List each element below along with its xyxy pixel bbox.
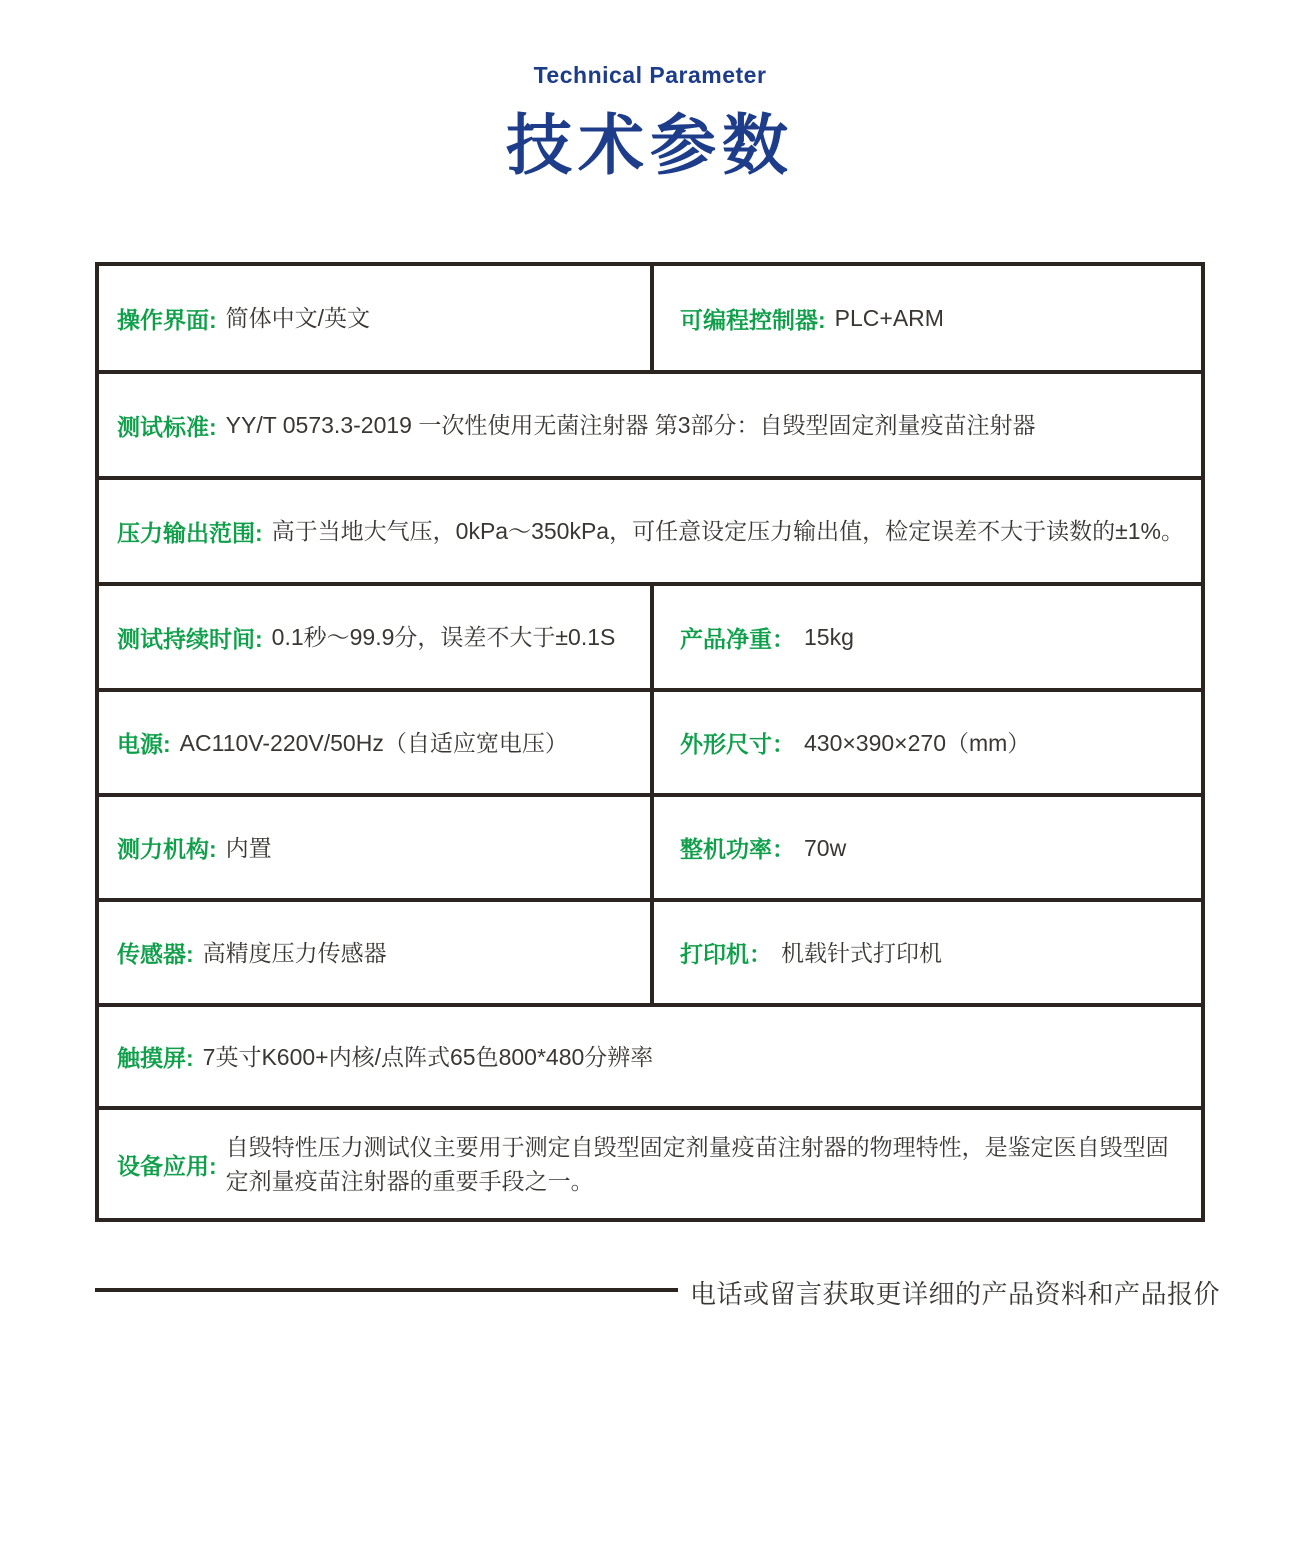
table-row	[99, 898, 1201, 1003]
param-value: 430×390×270（mm）	[804, 729, 1031, 756]
param-value: 自毁特性压力测试仪主要用于测定自毁型固定剂量疫苗注射器的物理特性，是鉴定医自毁型固定剂量疫苗注射器的重要手段之一。	[225, 1134, 1169, 1194]
param-value: AC110V-220V/50Hz（自适应宽电压）	[179, 729, 568, 756]
param-value: 简体中文/英文	[225, 305, 371, 331]
param-label: 产品净重：	[680, 625, 795, 652]
table-row	[99, 1003, 1201, 1106]
param-cell-power-supply	[99, 692, 650, 793]
table-row	[99, 688, 1201, 793]
param-label: 测试标准:	[117, 413, 217, 440]
param-label: 设备应用:	[117, 1152, 217, 1179]
param-label: 测试持续时间:	[117, 625, 263, 652]
param-cell-net-weight	[650, 586, 1201, 688]
param-value: 0.1秒～99.9分，误差不大于±0.1S	[271, 624, 616, 650]
param-value: 机载针式打印机	[781, 939, 942, 966]
param-cell-dimensions	[650, 692, 1201, 793]
param-value: 高于当地大气压，0kPa～350kPa，可任意设定压力输出值，检定误差不大于读数的±1%。	[271, 518, 1184, 544]
param-label: 压力输出范围:	[117, 519, 263, 546]
param-cell-test-standard	[99, 374, 1201, 476]
param-cell-printer	[650, 902, 1201, 1003]
param-label: 电源:	[117, 731, 171, 757]
table-row	[99, 1106, 1201, 1218]
param-label: 可编程控制器:	[680, 306, 826, 333]
param-label: 传感器:	[117, 941, 194, 967]
param-label: 外形尺寸：	[680, 731, 795, 757]
table-row	[99, 793, 1201, 898]
subtitle-english: Technical Parameter	[533, 62, 767, 88]
param-value: 内置	[225, 834, 272, 861]
param-cell-test-duration	[99, 586, 650, 688]
param-cell-sensor	[99, 902, 650, 1003]
param-value: 7英寸K600+内核/点阵式65色800*480分辨率	[202, 1043, 654, 1070]
table-row	[99, 370, 1201, 476]
param-label: 触摸屏:	[117, 1045, 194, 1071]
param-cell-pressure-output-range	[99, 480, 1201, 582]
table-row	[99, 476, 1201, 582]
param-cell-touch-screen	[99, 1007, 1201, 1106]
param-label: 操作界面:	[117, 306, 217, 333]
footer-divider-line	[95, 1288, 678, 1292]
param-cell-force-mechanism	[99, 797, 650, 898]
param-value: YY/T 0573.3-2019 一次性使用无菌注射器 第3部分：自毁型固定剂量疫苗注射器	[225, 412, 1036, 438]
param-cell-device-application	[99, 1110, 1201, 1218]
param-cell-programmable-controller	[650, 266, 1201, 370]
table-row	[99, 266, 1201, 370]
param-label: 测力机构:	[117, 836, 217, 862]
spec-table	[95, 262, 1205, 1222]
param-cell-total-power	[650, 797, 1201, 898]
param-value: PLC+ARM	[834, 305, 944, 331]
param-cell-operation-interface	[99, 266, 650, 370]
param-label: 整机功率：	[680, 836, 795, 862]
table-row	[99, 582, 1201, 688]
param-value: 高精度压力传感器	[202, 939, 387, 966]
param-value: 70w	[804, 834, 847, 861]
param-label: 打印机：	[680, 941, 772, 967]
footer-contact-note: 电话或留言获取更详细的产品资料和产品报价	[690, 1279, 1221, 1309]
page-title: 技术参数	[506, 108, 794, 182]
param-value: 15kg	[804, 624, 854, 650]
